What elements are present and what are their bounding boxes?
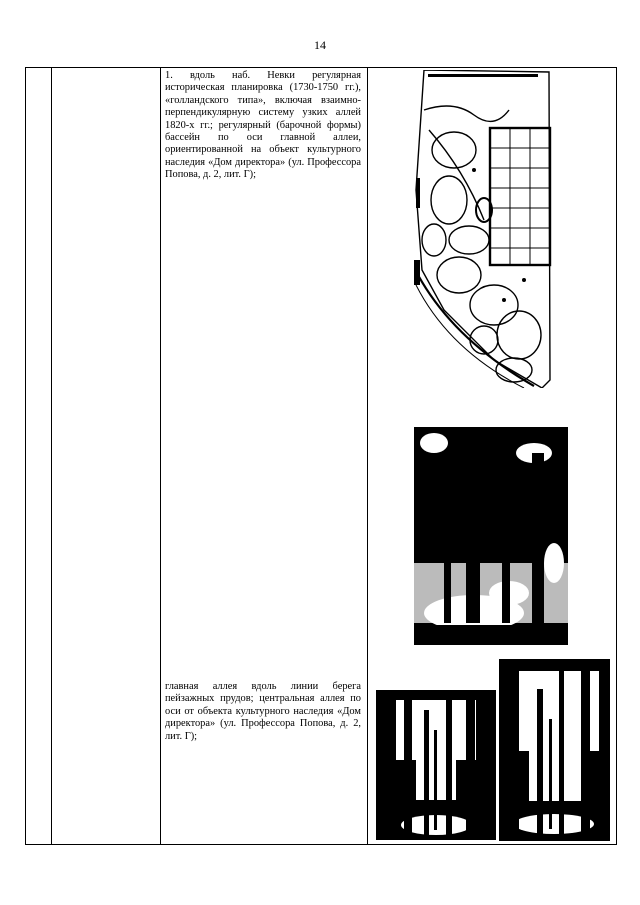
alley-photo-left: [376, 690, 496, 840]
column-divider-1: [51, 68, 52, 844]
park-plan-map: [414, 70, 554, 388]
column-divider-2: [160, 68, 161, 844]
column-divider-3: [367, 68, 368, 844]
trees-photo: [414, 413, 568, 645]
alley-photo-right: [499, 659, 610, 841]
page-number: 14: [314, 38, 326, 52]
table-cell-description-2: главная аллея вдоль линии берега пейзажных прудов; центральная аллея по оси от объекта культурного наследия «Дом директора» (ул. Профессора Попова, д. 2, лит. Г);: [165, 681, 361, 742]
table-cell-description-1: 1. вдоль наб. Невки регулярная историческая планировка (1730-1750 гг.), «голландского типа», включая взаимно-перпендикулярную систему узких аллей 1820-х гг.; регулярный (барочной формы) бассейн по оси главной аллеи, ориентированной на объект культурного наследия «Дом директора» (ул. Профессора Попова, д. 2, лит. Г);: [165, 70, 361, 181]
